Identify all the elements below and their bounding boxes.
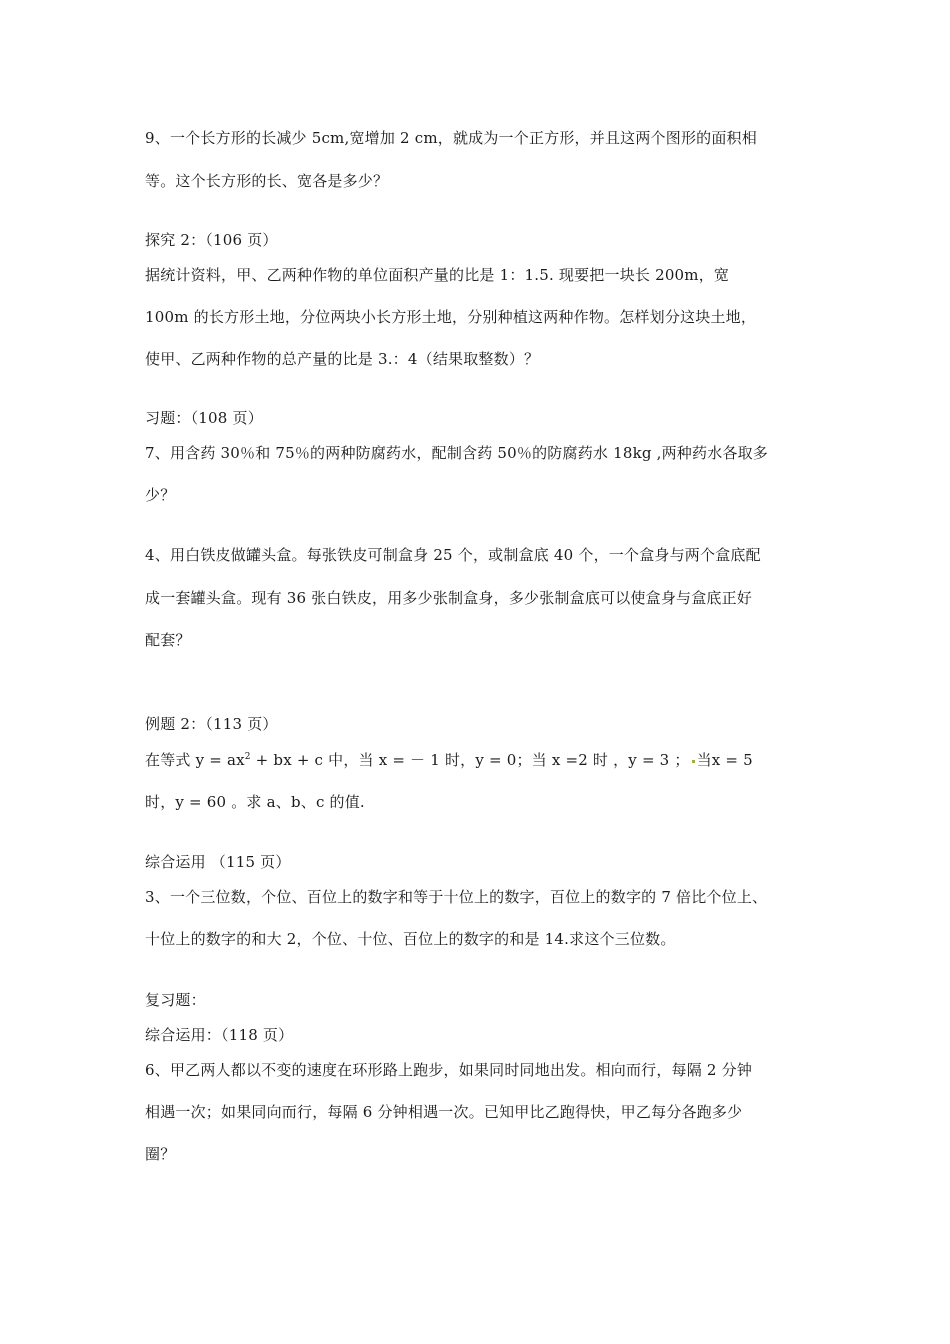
q6-line-1: 6、甲乙两人都以不变的速度在环形路上跑步，如果同时同地出发。相向而行，每隔 2 分钟 [145, 1061, 753, 1079]
example2-line-2: 时，y = 60 。求 a、b、c 的值. [145, 793, 365, 811]
example2-equation-start: 在等式 y = ax [145, 751, 245, 769]
q7-line-2: 少？ [145, 486, 176, 504]
comprehensive115-heading: 综合运用 （115 页） [145, 853, 291, 871]
example2-equation-rest: + bx + c 中，当 x = － 1 时，y = 0；当 x =2 时 ，y = 3 ； [250, 751, 690, 769]
review-subheading: 综合运用：（118 页） [145, 1026, 294, 1044]
q3-line-2: 十位上的数字的和大 2，个位、十位、百位上的数字的和是 14.求这个三位数。 [145, 930, 676, 948]
q4-line-3: 配套？ [145, 631, 191, 649]
explore2-line-1: 据统计资料，甲、乙两种作物的单位面积产量的比是 1：1.5. 现要把一块长 200m，宽 [145, 266, 730, 284]
example2-equation-end: 当x = 5 [696, 751, 753, 769]
exercises108-heading: 习题：（108 页） [145, 409, 263, 427]
example2-heading: 例题 2：（113 页） [145, 715, 278, 733]
q4-line-2: 成一套罐头盒。现有 36 张白铁皮，用多少张制盒身，多少张制盒底可以使盒身与盒底正好 [145, 589, 753, 607]
explore2-line-2: 100m 的长方形土地，分位两块小长方形土地，分别种植这两种作物。怎样划分这块土地， [145, 308, 757, 326]
q3-line-1: 3、一个三位数，个位、百位上的数字和等于十位上的数字，百位上的数字的 7 倍比个位上、 [145, 888, 768, 906]
explore2-line-3: 使甲、乙两种作物的总产量的比是 3.：4（结果取整数）？ [145, 350, 540, 368]
q4-line-1: 4、用白铁皮做罐头盒。每张铁皮可制盒身 25 个，或制盒底 40 个，一个盒身与两个盒底配 [145, 546, 761, 564]
dot-mark [692, 760, 695, 763]
explore2-heading: 探究 2：（106 页） [145, 231, 278, 249]
q6-line-2: 相遇一次；如果同向而行，每隔 6 分钟相遇一次。已知甲比乙跑得快，甲乙每分各跑多少 [145, 1103, 743, 1121]
q7-line-1: 7、用含药 30％和 75％的两种防腐药水，配制含药 50％的防腐药水 18kg ,两种药水各取多 [145, 444, 768, 462]
q9-line-2: 等。这个长方形的长、宽各是多少？ [145, 172, 389, 190]
q6-line-3: 圈？ [145, 1145, 176, 1163]
review-heading: 复习题： [145, 991, 206, 1009]
exponent: 2 [244, 752, 251, 762]
example2-line-1 [145, 750, 825, 770]
q9-line-1: 9、一个长方形的长减少 5cm,宽增加 2 cm，就成为一个正方形，并且这两个图形的面积相 [145, 129, 757, 147]
